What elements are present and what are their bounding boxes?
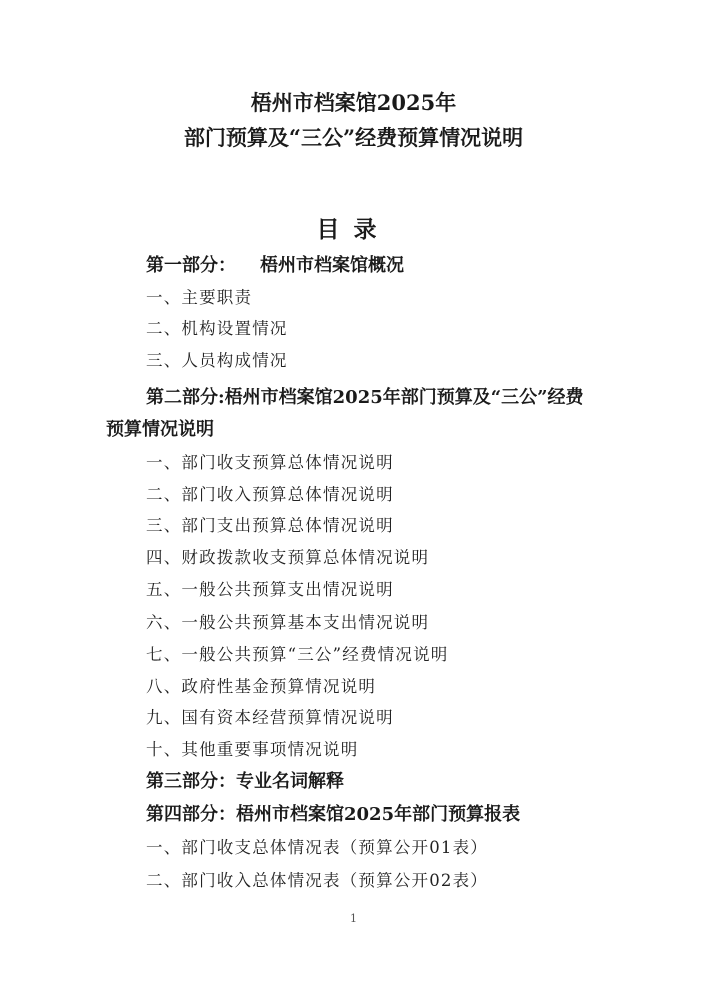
toc-heading: 目录 [316,216,391,243]
toc-part4-item[interactable]: 二、部门收入总体情况表（预算公开02表） [146,871,488,890]
toc-part2-item[interactable]: 四、财政拨款收支预算总体情况说明 [146,548,430,567]
page-number: 1 [350,912,357,925]
toc-part2-item[interactable]: 三、部门支出预算总体情况说明 [146,516,394,535]
toc-part1-heading [146,254,404,278]
toc-part1-item[interactable]: 二、机构设置情况 [146,319,288,338]
toc-part3-heading: 第三部分：专业名词解释 [146,771,344,792]
toc-part2-item[interactable]: 一、部门收支预算总体情况说明 [146,453,394,472]
toc-part1-title: 梧州市档案馆概况 [260,255,404,276]
toc-part2-item[interactable]: 二、部门收入预算总体情况说明 [146,485,394,504]
toc-part2-item[interactable]: 六、一般公共预算基本支出情况说明 [146,613,430,632]
toc-part1-item[interactable]: 一、主要职责 [146,288,253,307]
document-title-line1: 梧州市档案馆2025年 [250,90,457,115]
toc-part2-item[interactable]: 五、一般公共预算支出情况说明 [146,580,394,599]
toc-part2-item[interactable]: 十、其他重要事项情况说明 [146,740,359,759]
document-title-line2: 部门预算及“三公”经费预算情况说明 [183,125,524,150]
toc-part4-heading: 第四部分：梧州市档案馆2025年部门预算报表 [146,804,521,825]
toc-part2-item[interactable]: 七、一般公共预算“三公”经费情况说明 [146,645,449,664]
toc-part4-item[interactable]: 一、部门收支总体情况表（预算公开01表） [146,838,488,857]
toc-part2-item[interactable]: 八、政府性基金预算情况说明 [146,677,377,696]
toc-part2-item[interactable]: 九、国有资本经营预算情况说明 [146,708,394,727]
toc-part2-heading-line1: 第二部分:梧州市档案馆2025年部门预算及“三公”经费 [146,387,584,408]
toc-part1-item[interactable]: 三、人员构成情况 [146,351,288,370]
toc-part1-label: 第一部分： [146,255,236,276]
toc-part2-heading-line2: 预算情况说明 [106,419,214,440]
